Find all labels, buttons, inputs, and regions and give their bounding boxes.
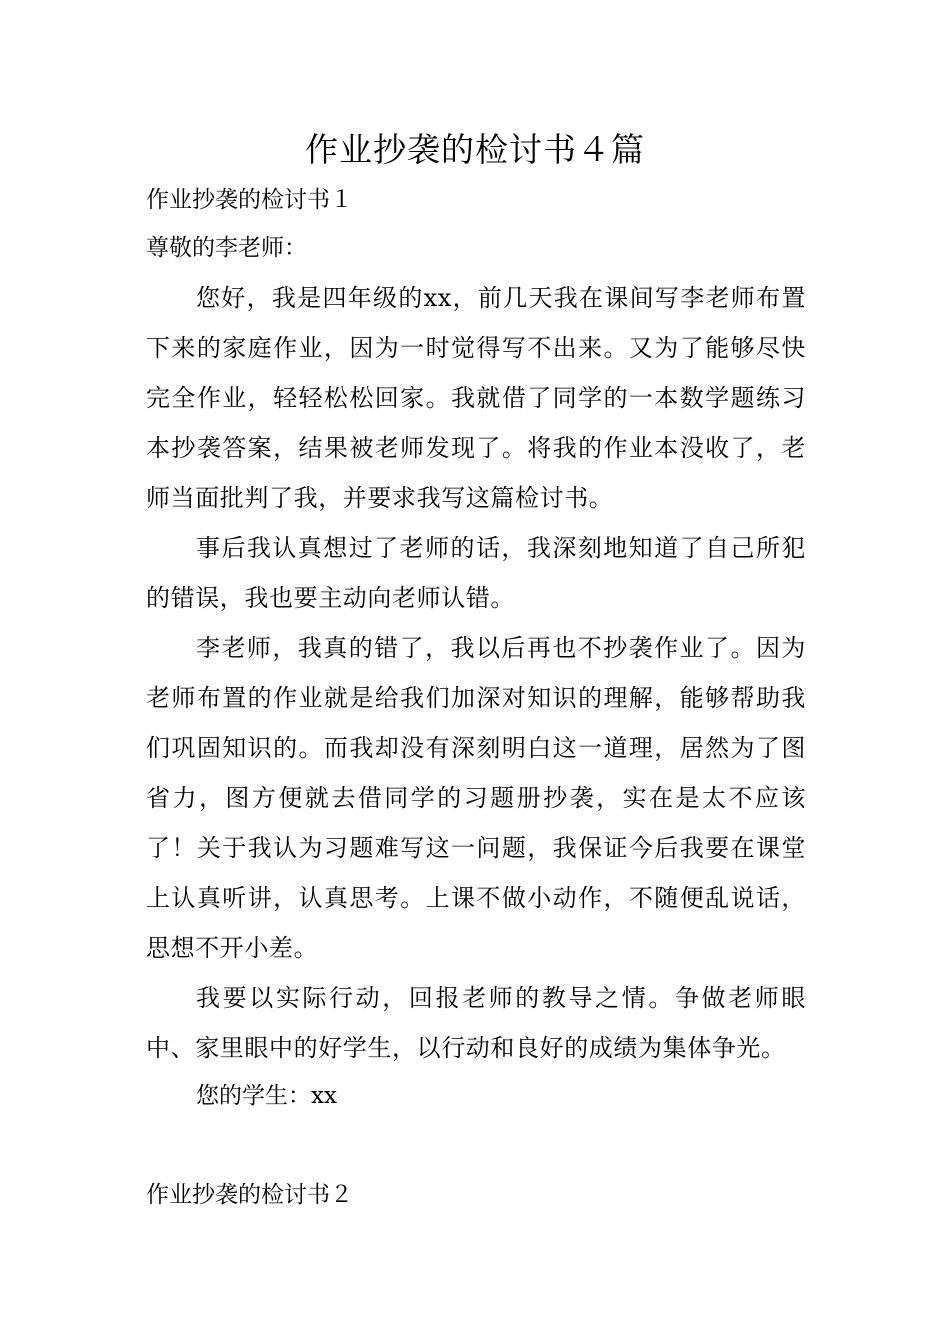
signature: 您的学生：xx — [196, 1083, 337, 1109]
section-2-heading: 作业抄袭的检讨书２ — [146, 1182, 353, 1208]
section-1-heading: 作业抄袭的检讨书１ — [146, 187, 353, 213]
document-title: 作业抄袭的检讨书４篇 — [305, 130, 645, 169]
paragraph-1: 您好，我是四年级的xx，前几天我在课间写李老师布置下来的家庭作业，因为一时觉得写不出来。又为了能够尽快完全作业，轻轻松松回家。我就借了同学的一本数学题练习本抄袭答案，结果被老师发现了。将我的作业本没收了，老师当面批判了我，并要求我写这篇检讨书。 — [146, 284, 806, 512]
salutation: 尊敬的李老师： — [146, 235, 307, 261]
paragraph-2: 事后我认真想过了老师的话，我深刻地知道了自己所犯的错误，我也要主动向老师认错。 — [146, 534, 806, 612]
paragraph-3: 李老师，我真的错了，我以后再也不抄袭作业了。因为老师布置的作业就是给我们加深对知识的理解，能够帮助我们巩固知识的。而我却没有深刻明白这一道理，居然为了图省力，图方便就去借同学的习题册抄袭，实在是太不应该了！关于我认为习题难写这一问题，我保证今后我要在课堂上认真听讲，认真思考。上课不做小动作，不随便乱说话，思想不开小差。 — [146, 634, 806, 962]
paragraph-4: 我要以实际行动，回报老师的教导之情。争做老师眼中、家里眼中的好学生，以行动和良好的成绩为集体争光。 — [146, 984, 806, 1062]
